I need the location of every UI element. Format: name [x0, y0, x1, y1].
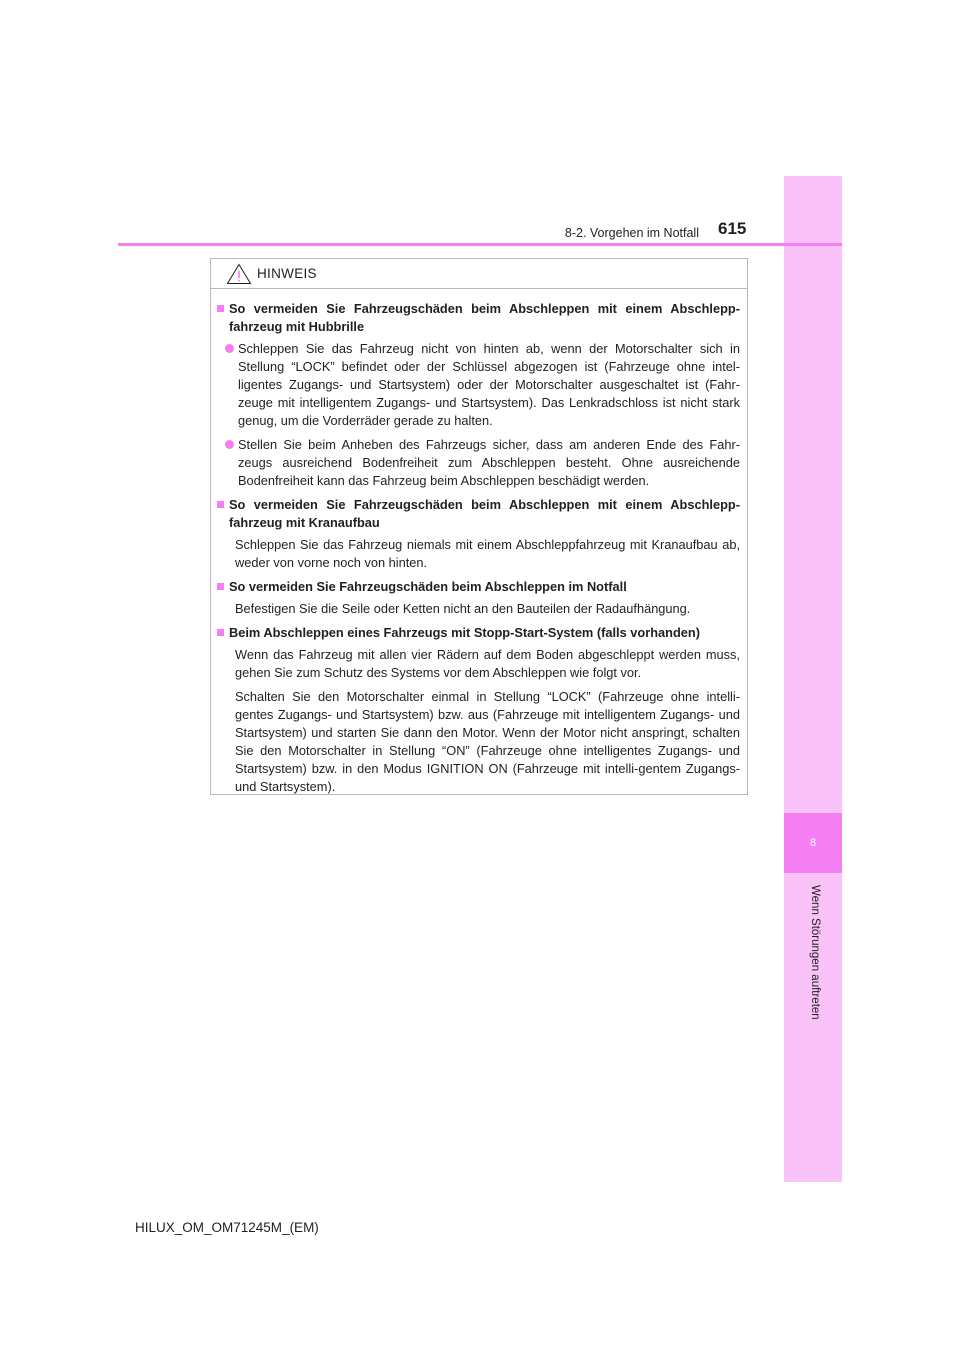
- square-bullet-icon: [217, 501, 224, 508]
- chapter-number: 8: [784, 813, 842, 873]
- square-bullet-icon: [217, 629, 224, 636]
- section-heading: Beim Abschleppen eines Fahrzeugs mit Stopp-Start-System (falls vorhanden): [217, 624, 740, 642]
- notice-box: [210, 258, 748, 795]
- notice-title: HINWEIS: [257, 266, 317, 281]
- list-item: Stellen Sie beim Anheben des Fahrzeugs sicher, dass am anderen Ende des Fahr-zeugs ausreichend Bodenfreiheit zum Abschleppen besteht. Ohne ausreichende Bodenfreiheit kann das Fahrzeug beim Abschleppen beschädigt werden.: [225, 436, 740, 490]
- warning-triangle-icon: [226, 263, 252, 285]
- circle-bullet-icon: [225, 440, 234, 449]
- chapter-title: Wenn Störungen auftreten: [809, 885, 821, 1020]
- square-bullet-icon: [217, 583, 224, 590]
- header-section-title: 8-2. Vorgehen im Notfall: [564, 226, 699, 240]
- paragraph: Schalten Sie den Motorschalter einmal in Stellung “LOCK” (Fahrzeuge ohne intelli-gentes Zugangs- und Startsystem) bzw. aus (Fahrzeuge mit intelligentem Zugangs- und Startsystem) und starten Sie dann den Motor. Wenn der Motor nicht anspringt, schalten Sie den Motorschalter in Stellung “ON” (Fahrzeuge ohne intelligentes Zugangs- und Startsystem) bzw. in den Modus IGNITION ON (Fahrzeuge mit intelli-gentem Zugangs- und Startsystem).: [235, 689, 740, 794]
- circle-bullet-icon: [225, 344, 234, 353]
- list-item: Schleppen Sie das Fahrzeug nicht von hinten ab, wenn der Motorschalter sich in Stellung “LOCK” befindet oder der Schlüssel abgezogen ist (Fahrzeuge ohne intel-ligentes Zugangs- und Startsystem) oder der Motorschalter ausgeschaltet ist (Fahr-zeuge mit intelligentem Zugangs- und Startsystem). Das Lenkradschloss ist nicht stark genug, um die Vorderräder gerade zu halten.: [225, 340, 740, 430]
- section-heading: So vermeiden Sie Fahrzeugschäden beim Abschleppen mit einem Abschlepp-fahrzeug mit Hubbrille: [217, 300, 740, 336]
- notice-body: [211, 289, 747, 796]
- square-bullet-icon: [217, 305, 224, 312]
- section-heading: So vermeiden Sie Fahrzeugschäden beim Abschleppen im Notfall: [217, 578, 740, 596]
- document-code: HILUX_OM_OM71245M_(EM): [135, 1220, 319, 1235]
- paragraph: Befestigen Sie die Seile oder Ketten nicht an den Bauteilen der Radaufhängung.: [235, 601, 691, 616]
- section-heading: So vermeiden Sie Fahrzeugschäden beim Abschleppen mit einem Abschlepp-fahrzeug mit Kranaufbau: [217, 496, 740, 532]
- paragraph: Wenn das Fahrzeug mit allen vier Rädern auf dem Boden abgeschleppt werden muss, gehen Sie zum Schutz des Systems vor dem Abschleppen wie folgt vor.: [235, 647, 740, 680]
- header-divider: [118, 243, 842, 246]
- page-number: 615: [718, 219, 747, 238]
- paragraph: Schleppen Sie das Fahrzeug niemals mit einem Abschleppfahrzeug mit Kranaufbau ab, weder von vorne noch von hinten.: [235, 537, 740, 570]
- notice-header: [211, 259, 747, 289]
